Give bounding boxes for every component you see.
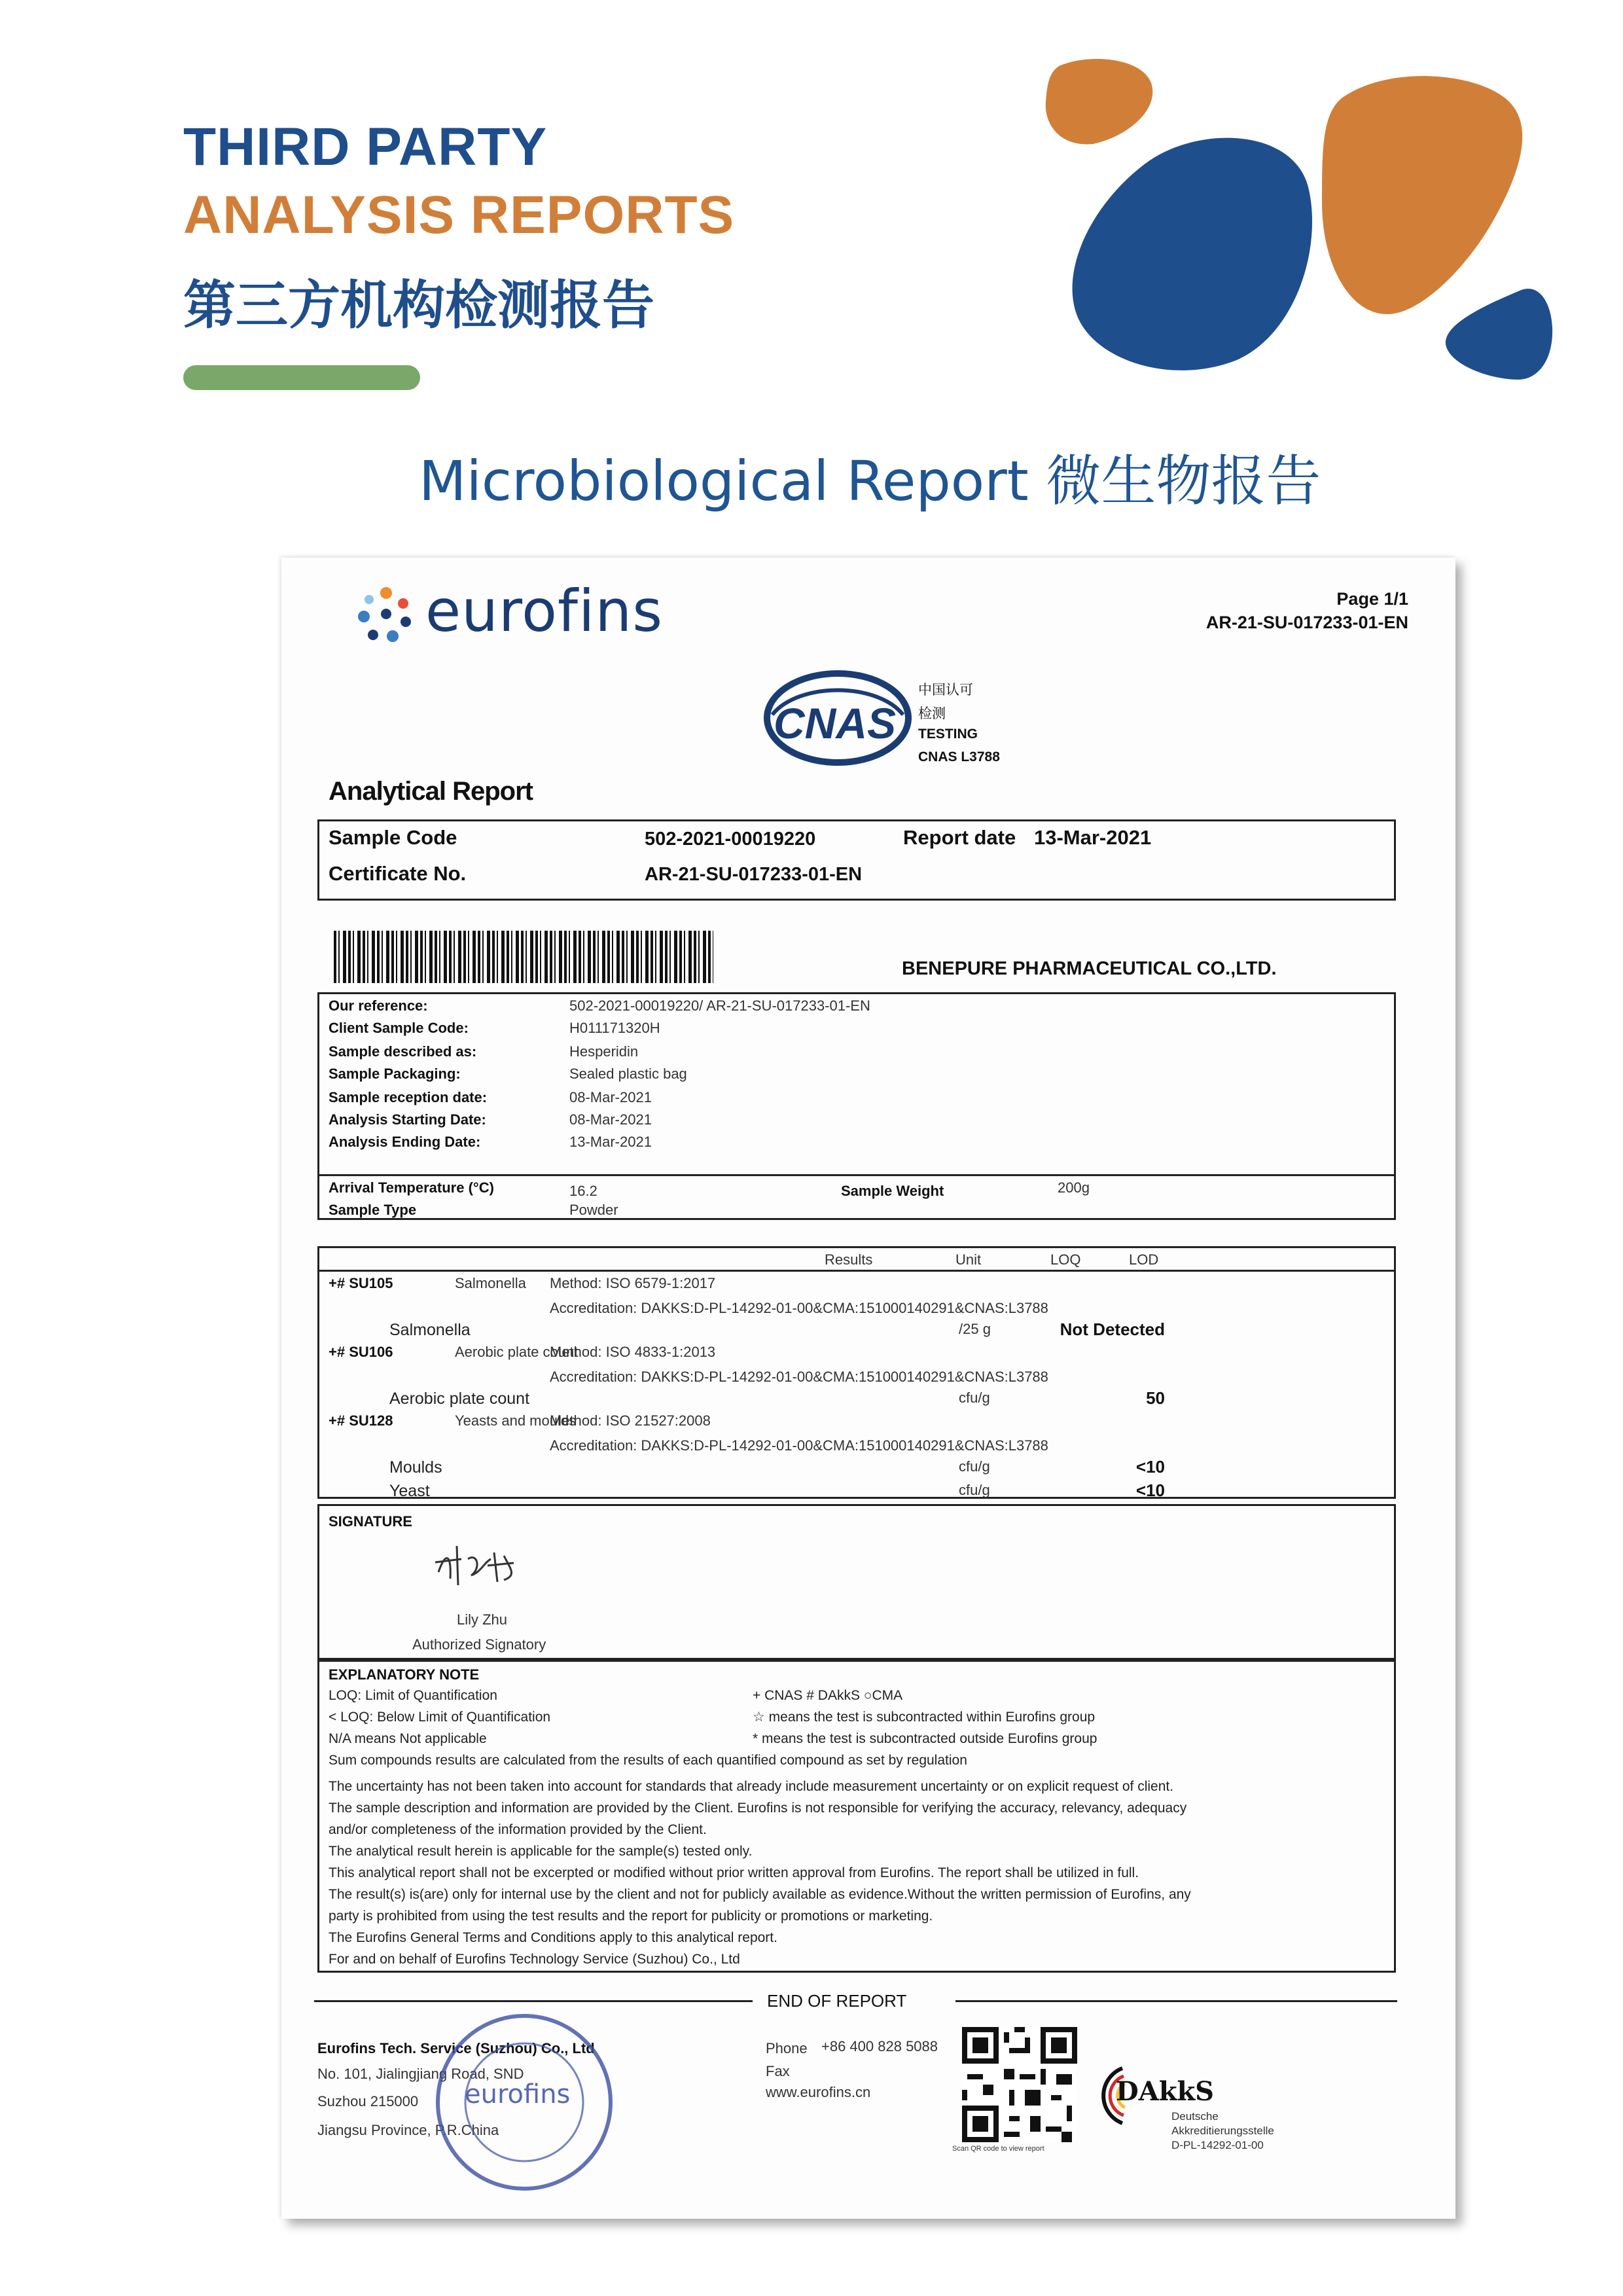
explanatory-paragraph: and/or completeness of the information provided by the Client. [329, 1822, 707, 1837]
result-analyte: Yeast [389, 1482, 430, 1500]
sample-weight-value: 200g [1058, 1179, 1090, 1196]
info-value: Hesperidin [569, 1043, 639, 1060]
explanatory-label: EXPLANATORY NOTE [329, 1666, 480, 1683]
note-loq: LOQ: Limit of Quantification [329, 1688, 497, 1703]
dakks-line3: D-PL-14292-01-00 [1171, 2139, 1264, 2151]
result-unit: cfu/g [959, 1390, 990, 1406]
header-title-chinese: 第三方机构检测报告 [183, 275, 654, 336]
arrival-temp-label: Arrival Temperature (°C) [329, 1179, 494, 1196]
result-value: 50 [1146, 1388, 1165, 1408]
signatory-title: Authorized Signatory [412, 1636, 546, 1653]
arrival-temp-value: 16.2 [569, 1183, 597, 1199]
dakks-line2: Akkreditierungsstelle [1171, 2125, 1274, 2137]
info-label: Analysis Ending Date: [329, 1134, 481, 1150]
footer-fax-label: Fax [766, 2063, 790, 2079]
sample-type-label: Sample Type [329, 1202, 417, 1218]
end-of-report: END OF REPORT [767, 1991, 907, 2011]
result-unit: cfu/g [959, 1458, 990, 1475]
info-label: Client Sample Code: [329, 1020, 469, 1036]
note-sum-compounds: Sum compounds results are calculated from the results of each quantified compound as set by regulation [329, 1753, 967, 1768]
test-method: Method: ISO 6579-1:2017 [550, 1275, 716, 1291]
explanatory-paragraph: For and on behalf of Eurofins Technology Service (Suzhou) Co., Ltd [329, 1952, 740, 1967]
explanatory-paragraph: The uncertainty has not been taken into account for standards that already include measurement uncertainty or on explicit request of client. [329, 1779, 1174, 1794]
note-below-loq: < LOQ: Below Limit of Quantification [329, 1710, 551, 1725]
dakks-line1: Deutsche [1171, 2110, 1219, 2123]
blue-large-shape [1073, 138, 1313, 370]
info-divider [317, 1174, 1396, 1176]
eurofins-logo-text: eurofins [425, 577, 664, 645]
test-code: +# SU128 [329, 1412, 393, 1429]
result-unit: /25 g [959, 1321, 991, 1337]
cnas-line4: CNAS L3788 [918, 749, 1000, 764]
result-value: Not Detected [1060, 1319, 1165, 1339]
footer-phone-label: Phone [766, 2040, 808, 2056]
sample-code-value: 502-2021-00019220 [645, 829, 816, 850]
certificate-label: Certificate No. [329, 862, 467, 885]
explanatory-paragraph: The analytical result herein is applicable for the sample(s) tested only. [329, 1844, 753, 1859]
info-value: Sealed plastic bag [569, 1066, 687, 1082]
explanatory-paragraph: The result(s) is(are) only for internal use by the client and not for publicly available as evidence.Without the written permission of Eurofins, any [329, 1887, 1191, 1902]
result-analyte: Moulds [389, 1458, 442, 1477]
sample-weight-label: Sample Weight [841, 1183, 944, 1199]
results-header-unit: Unit [955, 1251, 982, 1268]
results-header-lod: LOD [1129, 1251, 1159, 1268]
test-method: Method: ISO 4833-1:2013 [550, 1344, 716, 1360]
cnas-line1: 中国认可 [918, 682, 973, 698]
result-unit: cfu/g [959, 1482, 990, 1498]
explanatory-paragraphs [329, 1776, 1389, 1970]
cnas-logo-text: CNAS [774, 699, 897, 747]
handwritten-signature [432, 1539, 524, 1592]
footer-address2: Suzhou 215000 [317, 2093, 419, 2109]
report-date-value: 13-Mar-2021 [1034, 826, 1152, 849]
orange-small-shape [1046, 59, 1153, 144]
sample-code-box [317, 819, 1396, 901]
note-accreditation-symbols: + CNAS # DAkkS ○CMA [753, 1688, 903, 1703]
explanatory-paragraph: This analytical report shall not be excerpted or modified without prior written approval from Eurofins. The report shall be utilized in full. [329, 1865, 1139, 1880]
explanatory-paragraph: party is prohibited from using the test results and the report for publicity or promotions or marketing. [329, 1909, 933, 1924]
eurofins-logo-icon [355, 584, 418, 647]
info-label: Our reference: [329, 997, 428, 1014]
results-header-divider [317, 1270, 1396, 1272]
dakks-logo-text: DAkkS [1116, 2076, 1215, 2107]
report-title: Analytical Report [329, 777, 533, 806]
info-value: 08-Mar-2021 [569, 1111, 652, 1128]
qr-caption: Scan QR code to view report [952, 2145, 1044, 2153]
info-value: H011171320H [569, 1020, 660, 1036]
header-title-line2: ANALYSIS REPORTS [183, 185, 735, 245]
header-title-line1: THIRD PARTY [183, 117, 548, 177]
info-label: Sample reception date: [329, 1089, 488, 1105]
test-accreditation: Accreditation: DAKKS:D-PL-14292-01-00&CMA:151000140291&CNAS:L3788 [550, 1437, 1048, 1454]
stamp-text: eurofins [465, 2079, 571, 2109]
result-value: <10 [1135, 1480, 1165, 1500]
test-accreditation: Accreditation: DAKKS:D-PL-14292-01-00&CMA:151000140291&CNAS:L3788 [550, 1369, 1048, 1385]
explanatory-left-notes [329, 1685, 550, 1749]
sample-type-value: Powder [569, 1202, 618, 1218]
client-name: BENEPURE PHARMACEUTICAL CO.,LTD. [902, 958, 1277, 979]
cnas-line3: TESTING [918, 726, 978, 742]
footer-address3: Jiangsu Province, P.R.China [317, 2122, 499, 2138]
decorative-shapes [1021, 52, 1571, 406]
info-value: 08-Mar-2021 [569, 1089, 652, 1105]
explanatory-paragraph: The sample description and information are provided by the Client. Eurofins is not responsible for verifying the accuracy, relevancy, adequacy [329, 1801, 1187, 1816]
explanatory-right-notes [753, 1685, 1097, 1749]
signature-label: SIGNATURE [329, 1513, 412, 1530]
certificate-value: AR-21-SU-017233-01-EN [645, 864, 863, 885]
note-subcontract-within: ☆ means the test is subcontracted within Eurofins group [753, 1710, 1096, 1725]
footer-phone: +86 400 828 5088 [821, 2038, 938, 2054]
sample-code-label: Sample Code [329, 826, 457, 849]
test-name: Salmonella [455, 1275, 526, 1291]
report-date-label: Report date [903, 826, 1016, 849]
note-subcontract-outside: * means the test is subcontracted outside Eurofins group [753, 1731, 1097, 1746]
analytical-report-document [281, 558, 1455, 2219]
footer-company: Eurofins Tech. Service (Suzhou) Co., Ltd [317, 2040, 595, 2056]
explanatory-paragraph: The Eurofins General Terms and Conditions apply to this analytical report. [329, 1930, 777, 1945]
cnas-line2: 检测 [918, 706, 946, 721]
barcode [334, 931, 713, 983]
test-accreditation: Accreditation: DAKKS:D-PL-14292-01-00&CMA:151000140291&CNAS:L3788 [550, 1300, 1048, 1316]
info-label: Sample Packaging: [329, 1066, 461, 1082]
report-number: AR-21-SU-017233-01-EN [1205, 613, 1408, 632]
result-analyte: Salmonella [389, 1321, 471, 1339]
results-header-loq: LOQ [1050, 1251, 1081, 1268]
report-subtitle: Microbiological Report 微生物报告 [419, 449, 1321, 513]
signatory-name: Lily Zhu [457, 1611, 508, 1628]
blue-small-shape [1446, 289, 1552, 380]
footer-address1: No. 101, Jialingjiang Road, SND [317, 2066, 524, 2082]
page-number: Page 1/1 [1336, 589, 1408, 609]
end-line-left [314, 2000, 753, 2002]
info-value: 502-2021-00019220/ AR-21-SU-017233-01-EN [569, 997, 870, 1014]
footer-website: www.eurofins.cn [766, 2084, 871, 2100]
result-analyte: Aerobic plate count [389, 1390, 530, 1408]
results-header-results: Results [825, 1251, 873, 1268]
info-label: Sample described as: [329, 1043, 477, 1060]
note-na: N/A means Not applicable [329, 1731, 487, 1746]
test-code: +# SU105 [329, 1275, 393, 1291]
qr-code [962, 2027, 1077, 2142]
result-value: <10 [1135, 1457, 1165, 1477]
test-method: Method: ISO 21527:2008 [550, 1412, 711, 1429]
info-label: Analysis Starting Date: [329, 1111, 486, 1128]
test-name: Yeasts and moulds [455, 1412, 577, 1429]
test-name: Aerobic plate count [455, 1344, 579, 1360]
info-value: 13-Mar-2021 [569, 1134, 652, 1150]
header-accent-bar [183, 365, 420, 390]
orange-large-shape [1322, 76, 1522, 314]
end-line-right [955, 2000, 1397, 2002]
test-code: +# SU106 [329, 1344, 393, 1360]
